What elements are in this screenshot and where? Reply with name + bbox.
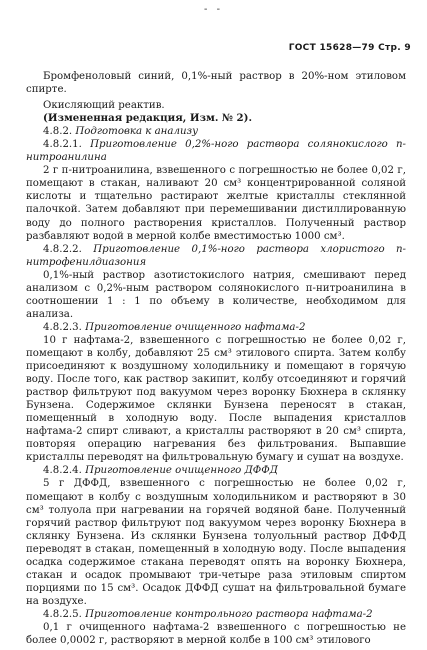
paragraph: Окисляющий реактив. <box>43 100 165 112</box>
paragraph: 2 г п-нитроанилина, взвешенного с погрешностью не более 0,02 г, помещают в стакан, наливают 20 см³ концентрированной соляной кислоты и тщательно растирают желтые кристаллы стеклянной палочкой. Затем добавляют при перемешивании дистиллированную воду до полного растворения кристаллов. Полученный раствор разбавляют водой в мерной колбе вместимостью 1000 см³. <box>26 165 406 242</box>
paragraph: 0,1 г очищенного нафтама-2 взвешенного с погрешностью не более 0,0002 г, растворяют в мерной колбе в 100 см³ этилового <box>26 621 406 647</box>
section-title: Приготовление очищенного ДФФД <box>85 465 278 477</box>
section-number: 4.8.2. <box>43 126 76 138</box>
paragraph: 5 г ДФФД, взвешенного с погрешностью не более 0,02 г, помещают в колбу с воздушным холодильником и растворяют в 30 см³ толуола при нагревании на горячей водяной бане. Полученный горячий раствор фильтруют под вакуумом через воронку Бюхнера в склянку Бунзена. Из склянки Бунзена толуольный раствор ДФФД переводят в стакан, помещенный в холодную воду. После выпадения осадка содержимое стакана переводят опять на воронку Бюхнера, стакан и осадок промывают три-четыре раза этиловым спиртом порциями по 15 см³. Осадок ДФФД сушат на фильтровальной бумаге на воздухе. <box>26 478 406 607</box>
section-number: 4.8.2.2. <box>43 243 94 255</box>
section-title: Приготовление 0,1%-ного раствора хлористого п-нитрофенилдиазония <box>26 243 407 268</box>
section-heading <box>26 125 406 138</box>
section-heading <box>26 608 406 621</box>
amendment-note: (Измененная редакция, Изм. № 2). <box>43 112 253 125</box>
section-heading <box>26 464 406 477</box>
section-heading <box>26 321 406 334</box>
section-number: 4.8.2.4. <box>43 465 86 477</box>
section-title: Подготовка к анализу <box>75 126 198 138</box>
section-number: 4.8.2.1. <box>43 139 91 151</box>
paragraph: 10 г нафтама-2, взвешенного с погрешностью не более 0,02 г, помещают в колбу, добавляют 25 см³ этилового спирта. Затем колбу присоединяют к воздушному холодильнику и помещают в горячую воду. После того, как раствор закипит, колбу отсоединяют и горячий раствор фильтруют под вакуумом через воронку Бюхнера в склянку Бунзена. Содержимое склянки Бунзена переносят в стакан, помещенный в холодную воду. После выпадения кристаллов нафтама-2 спирт сливают, а кристаллы растворяют в 20 см³ спирта, повторяя операцию нагревания без фильтрования. Выпавшие кристаллы переводят на фильтровальную бумагу и сушат на воздухе. <box>26 334 406 464</box>
section-title: Приготовление контрольного раствора нафтама-2 <box>85 608 373 620</box>
paragraph: 0,1%-ный раствор азотистокислого натрия, смешивают перед анализом с 0,2%-ным раствором солянокислого п-нитроанилина в соотношении 1 : 1 по объему в количестве, необходимом для анализа. <box>26 269 406 320</box>
section-heading <box>26 138 406 164</box>
section-title: Приготовление 0,2%-ного раствора солянокислого п-нитроанилина <box>26 139 407 164</box>
section-title: Приготовление очищенного нафтама-2 <box>85 321 306 333</box>
paragraph: Бромфеноловый синий, 0,1%-ный раствор в 20%-ном этиловом спирте. <box>26 71 406 96</box>
section-number: 4.8.2.3. <box>43 321 86 333</box>
page-header: ГОСТ 15628—79 Стр. 9 <box>288 43 411 53</box>
section-heading <box>26 243 406 269</box>
document-body <box>26 70 406 647</box>
section-number: 4.8.2.5. <box>43 608 86 620</box>
top-margin-mark: - - <box>204 4 223 15</box>
